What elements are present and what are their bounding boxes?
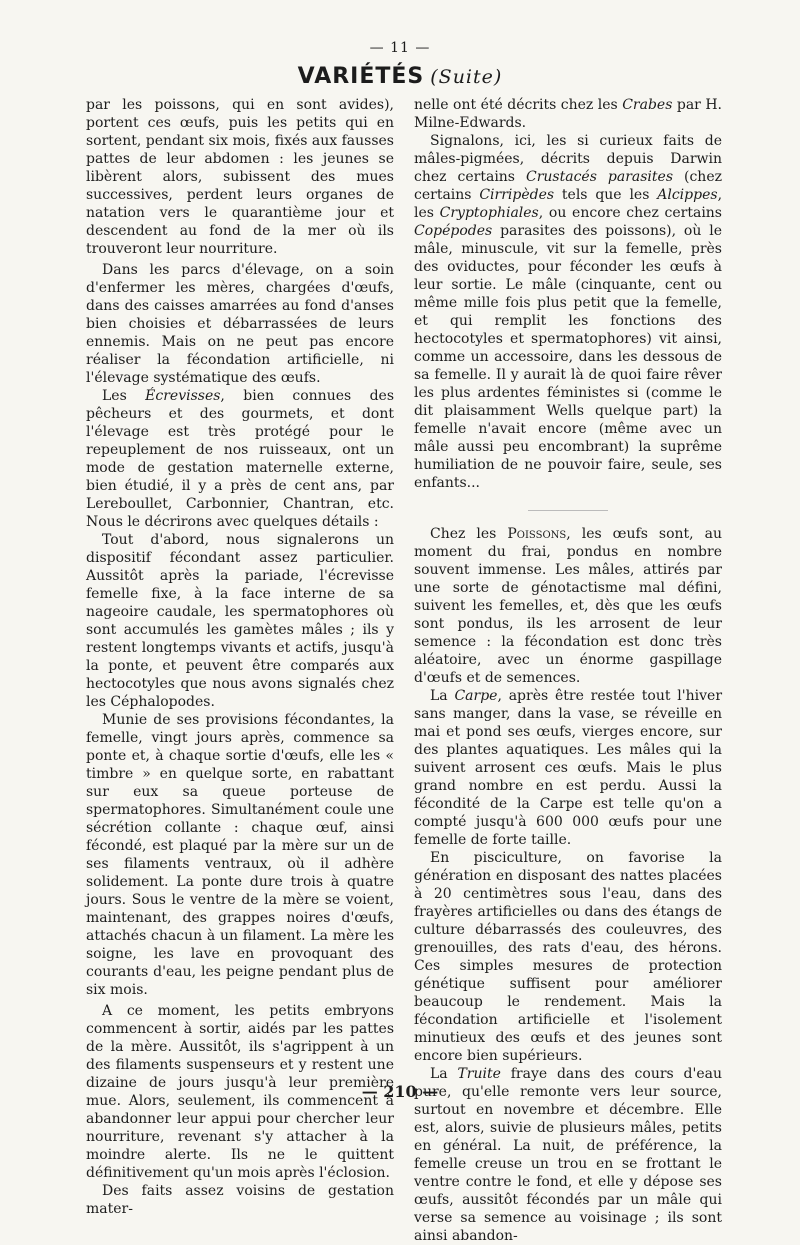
text-run: Tout d'abord, nous signalerons un dispositif fécondant assez particulier. Aussitôt après la pariade, l'écrevisse femelle fixe, à la face interne de sa nageoire caudale, les spermatophores où sont accumulés les gamètes mâles ; ils y restent longtemps vivants et actifs, jusqu'à la ponte, et peuvent être comparés aux hectocotyles que nous avons signalés chez les Céphalopodes.	[86, 532, 394, 710]
text-run: (chez certains	[414, 169, 722, 203]
italic-term: Crabes	[622, 97, 673, 113]
paragraph	[86, 1182, 394, 1218]
paragraph	[414, 96, 722, 132]
paragraph	[414, 132, 722, 492]
italic-term: Alcippes	[657, 187, 718, 203]
italic-term: Truite	[457, 1066, 501, 1082]
text-run: Signalons, ici, les si curieux faits de mâles-pigmées, décrits depuis Darwin chez certains	[414, 133, 722, 185]
text-run: par les poissons, qui en sont avides), portent ces œufs, puis les petits qui en sortent, pendant six mois, fixés aux fausses pattes de leur abdomen : les jeunes se libèrent alors, subissent des mues successives, perdent leurs organes de natation vers le quarantième jour et descendent au fond de la mer où ils trouveront leur nourriture.	[86, 97, 394, 257]
text-run: A ce moment, les petits embryons commencent à sortir, aidés par les pattes de la mère. Aussitôt, ils s'agrippent à un des filaments suspenseurs et y restent une dizaine de jours jusqu'à leur première mue. Alors, seulement, ils commencent à abandonner leur appui pour chercher leur nourriture, revenant s'y attacher à la moindre alerte. Ils ne le quittent définitivement qu'un mois après l'éclosion.	[86, 1003, 394, 1181]
text-run: , après être restée tout l'hiver sans manger, dans la vase, se réveille en mai et pond ses œufs, vierges encore, sur des plantes aquatiques. Les mâles qui la suivent arrosent ces œufs. Mais le plus grand nombre en est perdu. Aussi la fécondité de la Carpe est telle qu'on a compté jusqu'à 600 000 œufs pour une femelle de forte taille.	[414, 688, 723, 848]
text-run: La	[430, 1066, 458, 1082]
paragraph	[86, 531, 394, 711]
text-run: parasites des poissons), où le mâle, minuscule, vit sur la femelle, près des oviductes, pour féconder les œufs à leur sortie. Le mâle (cinquante, cent ou même mille fois plus petit que la femelle, et qui remplit les fonctions des hectocotyles et spermatophores) vit ainsi, comme un accessoire, dans les dessous de sa femelle. Il y aurait là de quoi faire rêver les plus ardentes féministes si (comme le dit plaisamment Wells quelque part) la femelle n'avait encore (même avec un mâle aussi peu encombrant) la suprême humiliation de ne pouvoir faire, seule, ses enfants...	[414, 223, 722, 491]
section-divider	[528, 510, 608, 511]
italic-term: Écrevisses	[145, 388, 221, 404]
text-run: , ou encore chez certains	[538, 205, 722, 221]
page-title	[0, 64, 800, 89]
paragraph	[414, 525, 722, 687]
text-run: Chez les	[430, 526, 508, 542]
paragraph	[86, 261, 394, 387]
italic-term: Crustacés parasites	[526, 169, 673, 185]
right-column	[414, 96, 722, 1245]
text-run: fraye dans des cours d'eau pure, qu'elle remonte vers leur source, surtout en novembre et décembre. Elle est, alors, suivie de plusieurs mâles, petits en général. La nuit, de préférence, la femelle creuse un trou en se frottant le ventre contre le fond, et elle y dépose ses œufs, aussitôt fécondés par un mâle qui verse sa semence au voisinage ; ils sont ainsi abandon-	[414, 1066, 722, 1244]
text-run: nelle ont été décrits chez les	[414, 97, 623, 113]
text-run: , les œufs sont, au moment du frai, pondus en nombre souvent immense. Les mâles, attirés par une sorte de génotactisme mal défini, suivent les femelles, et, dès que les œufs sont pondus, ils les arrosent de leur semence : la fécondation est donc très aléatoire, avec un énorme gaspillage d'œufs et de semences.	[414, 526, 722, 686]
italic-term: Cirripèdes	[479, 187, 555, 203]
paragraph	[414, 849, 722, 1065]
text-run: La	[430, 688, 455, 704]
text-run: , les	[414, 187, 723, 221]
smallcaps-term: Poissons	[507, 526, 567, 542]
left-column	[86, 96, 394, 1218]
italic-term: Carpe	[454, 688, 498, 704]
text-run: En pisciculture, on favorise la génération en disposant des nattes placées à 20 centimètres sous l'eau, dans des frayères artificielles ou dans des étangs de culture débarrassés des couleuvres, des grenouilles, des rats d'eau, des hérons. Ces simples mesures de protection génétique suffisent pour améliorer beaucoup le rendement. Mais la fécondation artificielle et l'isolement minutieux des œufs et des jeunes sont encore bien supérieurs.	[414, 850, 722, 1064]
page-number: — 210 —	[361, 1082, 439, 1101]
paragraph	[86, 711, 394, 999]
italic-term: Cryptophiales	[439, 205, 539, 221]
paragraph	[414, 687, 722, 849]
text-run: Dans les parcs d'élevage, on a soin d'enfermer les mères, chargées d'œufs, dans des caisses amarrées au fond d'anses bien choisies et débarrassées de leurs ennemis. Mais on ne peut pas encore réaliser la fécondation artificielle, ni l'élevage systématique des œufs.	[86, 262, 394, 386]
text-run: , bien connues des pêcheurs et des gourmets, et dont l'élevage est très protégé pour le repeuplement de nos ruisseaux, ont un mode de gestation maternelle externe, bien étudié, il y a près de cent ans, par Lereboullet, Carbonnier, Chantran, etc. Nous le décrirons avec quelques détails :	[86, 388, 394, 530]
paragraph	[86, 96, 394, 258]
text-run: tels que les	[554, 187, 658, 203]
text-run: Munie de ses provisions fécondantes, la femelle, vingt jours après, commence sa ponte et, à chaque sortie d'œufs, elle les « timbre » en quelque sorte, en rabattant sur eux sa queue porteuse de spermatophores. Simultanément coule une sécrétion collante : chaque œuf, ainsi fécondé, est plaqué par la mère sur un de ses filaments ventraux, où il adhère solidement. La ponte dure trois à quatre jours. Sous le ventre de la mère se voient, maintenant, des grappes noires d'œufs, attachés chacun à un filament. La mère les soigne, les lave en provoquant des courants d'eau, les peigne pendant plus de six mois.	[86, 712, 394, 998]
paragraph	[86, 387, 394, 531]
text-run: Les	[102, 388, 146, 404]
text-run: par H. Milne-Edwards.	[414, 97, 723, 131]
title-suite: (Suite)	[430, 66, 503, 88]
title-text: VARIÉTÉS	[297, 64, 425, 89]
italic-term: Copépodes	[414, 223, 493, 239]
text-run: Des faits assez voisins de gestation mater-	[86, 1183, 394, 1217]
section-page-marker: — 11 —	[369, 40, 431, 56]
